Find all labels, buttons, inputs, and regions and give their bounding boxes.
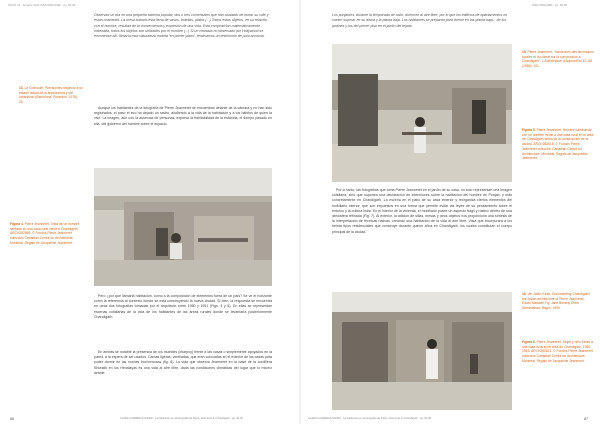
left-running-footer: CLARA CARDENAS HIDRO · La habitación en la fotografía de Pierre Jeanneret en Chandigarh · pp. 00-00 bbox=[120, 417, 243, 420]
left-page-number: 86 bbox=[10, 417, 14, 421]
right-paragraph-1 bbox=[332, 188, 512, 239]
footnote-13-number: 13. bbox=[19, 86, 24, 90]
figure-6-caption-text: Pierre Jeanneret. Mujer y niño frente a una casa rural en el área de Chandigarh, 1950-1953. ARCH280621. © Fondos Pierre Jeanneret colección Canadian Centre for Architecture, Montreal. Regalo de Jacqueline Jeanneret. bbox=[522, 340, 593, 363]
right-page bbox=[300, 0, 600, 424]
figure-5-caption bbox=[522, 128, 594, 161]
right-paragraph-1-text: Por lo tanto, las fotografías que toma Pierre Jeanneret en el jardín de su casa, no solo representan una imagen cotidiana, sino que suponen una declaración de intenciones sobre la habitación del hombre en Punjab, y más concretamente en Chandigarh. La escena en el patio de su casa exterior y reorganiza ciertos elementos del mobiliario interior, que son expuestos en una forma que permite evitar las leyes de su pensamiento sobre el entorno y la cultura india. En el interior de la vivienda, el mobiliario posee un aspecto frágil y rústico dentro de una atmósfera refinada (Fig. 7). Al exterior, la adición de sillas, mesas y otros objetos nos proporciona una síntesis de la interpretación de técnicas nativas, creando una habitación de la vida al aire libre. Vista que incorporará a los treinta tipos residenciales que construye durante quince años en Chandigarh, los cuales constituían el cuerpo principal de la ciudad. bbox=[332, 188, 512, 234]
right-quote: Los punjabíes, durante la temporada de calor, duermen al aire libre, por lo que los edificios de apartamentos no suelen superar en su altura y la planta baja. Los habitantes se preparan para dormir en las planta baja... de los jardines y los del primer piso en el jardín del tejado. bbox=[332, 13, 508, 28]
footnote-15-text: Pierre Jeanneret, "Incidences des techniques locales et du climat sur la construction à Chandigarh", L'Architecture d'Aujourd'hui 67–68 (1956): 101. bbox=[522, 50, 594, 69]
figure-4-caption-number: Figura 4. bbox=[10, 222, 24, 226]
figure-6-photo bbox=[332, 292, 512, 410]
figure-4-image bbox=[94, 168, 272, 286]
left-paragraph-2-text: Pero ¿por qué llamarla habitación, como a la composición de elementos fuera de un país? Se ve el horizonte como la referencia al contexto donde se está construyendo la nueva ciudad. Si bien, la respuesta se encuentra en otras dos fotografías tomadas por el arquitecto entre 1950 y 1951 (Figs. 4 y 5). En ellas se representan escenas cotidianas de la vida de los habitantes de las áreas rurales donde se levantaría posteriormente Chandigarh. bbox=[94, 294, 272, 319]
left-paragraph-3-text: En ambas se notable la presencia de los muebles (charpoy) frente a las casas o simplemente apoyados en la pared, a la espera de ser usados. Camas ligeras, ventiladas, que eran colocadas en el exterior de las casas para poder dormir en las noches bochornosas (fig. 6). La vida que observa Jeanneret en la base de la cordillera Shiwalik en los Himalayas es una vida al aire libre, dada las condiciones climáticas del lugar que lo mismo detalle. bbox=[94, 350, 272, 375]
left-paragraph-3 bbox=[94, 350, 272, 380]
right-page-number: 87 bbox=[584, 417, 588, 421]
footnote-15-number: 15. bbox=[522, 50, 527, 54]
left-quote: Observad un día en una pequeña taberna popular, dos o tres comensales que han acabado de tomar su café y están charlando. La mesa todavía está llena de vasos, botellas, platos (...) Todos estos objetos, en su relación con el hombre, resultan de la consecuencia y expresión de una vida. Esta composición matemáticamente ordenada, todos los objetos son utilizados por el hombre (...) Si un cineasta no observado por Hollywood se encontrase allí, filmaría esta naturaleza muerta 'en primer plano', tendríamos un testimonio de pura armonía. bbox=[94, 13, 269, 39]
footnote-16 bbox=[522, 292, 594, 311]
footnote-16-number: 16. bbox=[522, 292, 527, 296]
figure-6-image bbox=[332, 292, 512, 410]
right-running-footer: CLARA CARDENAS HIDRO · La habitación en la fotografía de Pierre Jeanneret en Chandigarh · pp. 00-00 bbox=[308, 417, 431, 420]
figure-5-caption-number: Figura 5. bbox=[522, 128, 536, 132]
footnote-13-text: Le Corbusier, Precisiones respecto a un estado actual de la arquitectura y del urbanismo (Barcelona: Poseidón, 1978), 25. bbox=[19, 86, 83, 105]
figure-4-caption-text: Pierre Jeanneret. Vista de un hombre sentado en una casa rural cerca a Chandigarh. ARCH282965. © Fondos Pierre Jeanneret colección Canadian Centre for Architecture, Montreal. Regalo de Jacqueline Jeanneret. bbox=[10, 222, 80, 245]
figure-4-caption bbox=[10, 222, 82, 246]
left-paragraph-2 bbox=[94, 294, 272, 324]
right-running-header: ISSN 0000-0000 · pp. 00-00 bbox=[532, 4, 568, 7]
figure-4-photo bbox=[94, 168, 272, 286]
left-paragraph-1-text: Aunque los habitantes de la fotografía de Pierre Jeanneret se encuentran delante de la cámara y no han sido registrados, el paso el eco ha dejado un rastro, aludiendo a la vida de la habitación y a los hábitos de quien la vive. La imagen, aún con la ausencia de personas, expresa la habitabilidad de la estancia, el tiempo pasado en ella, del gobierno del hombre sobre el espacio. bbox=[94, 106, 272, 126]
figure-5-image bbox=[332, 44, 512, 182]
figure-5-photo bbox=[332, 44, 512, 182]
footnote-16-text: Ver Jaikil, Kiran. Documenting Chandigarh: the Indian architecture of Pierre Jeanneret, Edwin Maxwell Fry, Jane Beverly Drew. Ahmedabad: Mapin, 1999. bbox=[522, 292, 591, 311]
figure-5-caption-text: Pierre Jeanneret. Hombre caminando con un hombre frente a una casa rural en el área de Chandigarh antes de la construcción de la ciudad. ARCH282618. © Fondos Pierre Jeanneret colección Canadian Centre for Architecture, Montreal. Regalo de Jacqueline Jeanneret. bbox=[522, 128, 594, 161]
left-running-header: SIGLO 21 · Anuario 2023 ISSN 0000-0000 · pp. 00-00 bbox=[8, 4, 76, 7]
footnote-13 bbox=[19, 86, 83, 105]
left-paragraph-1 bbox=[94, 106, 272, 131]
footnote-15 bbox=[522, 50, 594, 69]
figure-6-caption bbox=[522, 340, 594, 364]
figure-6-caption-number: Figura 6. bbox=[522, 340, 536, 344]
